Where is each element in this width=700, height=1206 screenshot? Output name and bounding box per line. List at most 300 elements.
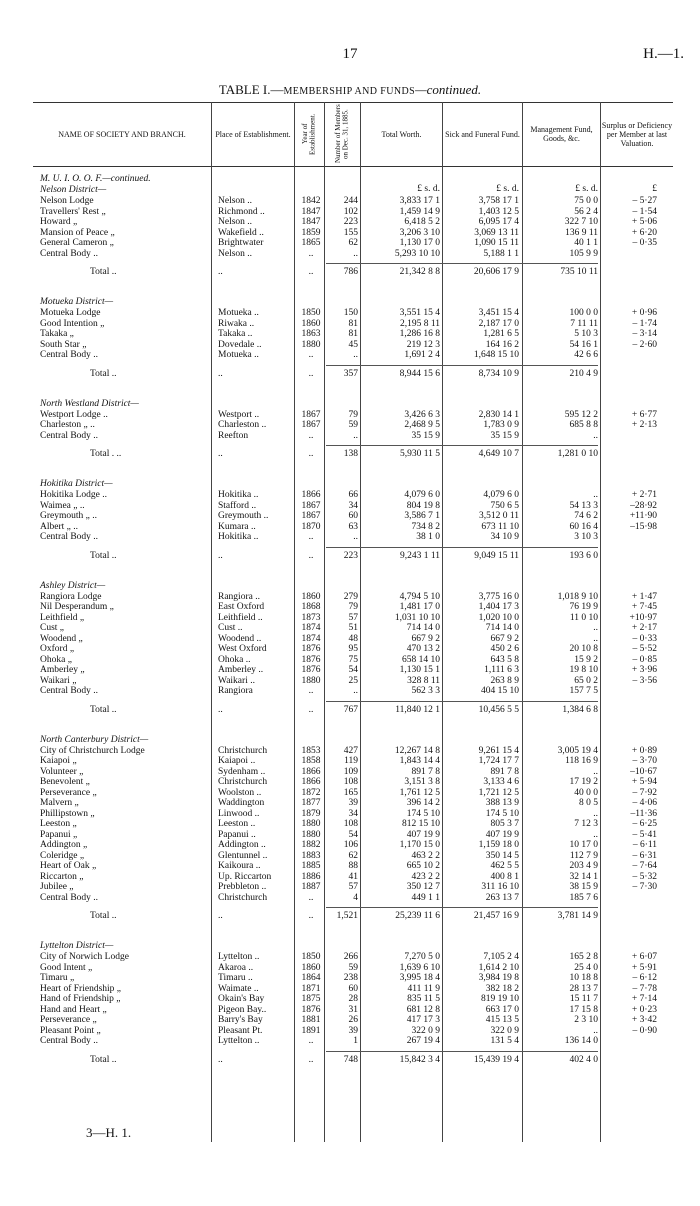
- cell-n: Malvern „: [40, 798, 79, 808]
- cell-y: ..: [308, 1036, 314, 1046]
- total-row: [0, 1055, 700, 1066]
- cell-w: 1,459 14 9: [399, 206, 440, 217]
- cell-p: Westport ..: [218, 409, 260, 420]
- cell-m: 108: [343, 819, 358, 829]
- cell-n: Coleridge „: [40, 850, 85, 861]
- cell-p: Waimate ..: [218, 983, 259, 994]
- cell-y: ..: [308, 1054, 314, 1065]
- header-place: Place of Establishment.: [215, 129, 291, 139]
- cell-s: 3,133 4 6: [483, 777, 519, 787]
- cell-n: Greymouth „ ..: [40, 511, 97, 521]
- cell-p: Charleston ..: [218, 420, 267, 430]
- cell-n: Good Intention „: [40, 318, 105, 329]
- table-row: [0, 984, 700, 995]
- cell-u: – 3·70: [632, 756, 657, 766]
- cell-w: 449 1 1: [411, 892, 440, 903]
- table-row: [0, 973, 700, 984]
- cell-g: 10 18 8: [569, 973, 598, 983]
- cell-u: – 7·64: [632, 861, 657, 871]
- cell-y: 1880: [301, 675, 321, 686]
- cell-m: 54: [348, 829, 358, 840]
- cell-w: 1,170 15 0: [399, 840, 440, 850]
- cell-s: 3,758 17 1: [478, 196, 519, 206]
- cell-y: 1864: [301, 973, 321, 983]
- cell-y: 1866: [301, 777, 321, 787]
- cell-n: Phillipstown „: [40, 808, 95, 819]
- cell-u: – 0·33: [632, 633, 657, 644]
- cell-n: Hokitika Lodge ..: [40, 490, 108, 500]
- cell-g: 15 11 7: [569, 994, 598, 1004]
- cell-g: 20 10 8: [569, 644, 598, 654]
- cell-u: + 0·89: [631, 745, 657, 756]
- table-row: [0, 410, 700, 421]
- cell-w: 658 14 10: [402, 654, 440, 665]
- cell-m: 748: [343, 1054, 358, 1065]
- cell-n: General Cameron „: [40, 238, 114, 248]
- cell-p: Kaiapoi ..: [218, 756, 256, 766]
- header-name: NAME OF SOCIETY AND BRANCH.: [58, 129, 186, 139]
- cell-n: Central Body ..: [40, 892, 99, 903]
- cell-y: 1874: [301, 633, 321, 644]
- cell-p: ..: [218, 911, 223, 921]
- cell-y: ..: [308, 911, 314, 921]
- cell-m: 108: [343, 777, 358, 787]
- cell-m: 88: [348, 861, 358, 871]
- cell-g: 17 15 8: [569, 1004, 598, 1015]
- cell-s: 462 5 5: [490, 861, 519, 871]
- cell-y: ..: [308, 267, 314, 277]
- cell-u: + 7·45: [631, 602, 657, 612]
- cell-w: 1,286 16 8: [399, 329, 440, 339]
- table-row: [0, 746, 700, 757]
- cell-s: 805 3 7: [490, 819, 519, 829]
- cell-s: 1,721 12 5: [478, 787, 519, 798]
- cell-y: 1850: [301, 952, 321, 962]
- cell-m: 60: [348, 983, 358, 994]
- cell-p: Stafford ..: [218, 500, 257, 511]
- cell-y: 1868: [301, 602, 321, 612]
- table-row: [0, 893, 700, 904]
- cell-u: + 5·91: [631, 962, 657, 973]
- cell-g: 60 16 4: [569, 521, 598, 532]
- cell-u: +10·97: [629, 612, 657, 623]
- cell-y: 1875: [301, 994, 321, 1004]
- cell-w: 15,842 3 4: [399, 1054, 440, 1065]
- cell-p: Motueka ..: [218, 308, 259, 318]
- cell-g: ..: [593, 633, 598, 644]
- cell-u: + 3·42: [631, 1015, 657, 1025]
- cell-u: –11·36: [630, 808, 657, 819]
- cell-m: 62: [348, 238, 358, 248]
- cell-s: 1,090 15 11: [474, 238, 519, 248]
- cell-m: 66: [348, 490, 358, 500]
- cell-n: Oxford „: [40, 644, 75, 654]
- header-sick-fund: Sick and Funeral Fund.: [445, 129, 520, 139]
- cell-y: 1886: [301, 871, 321, 882]
- cell-s: 1,614 2 10: [478, 962, 519, 973]
- cell-y: 1880: [301, 819, 321, 829]
- cell-n: City of Christchurch Lodge: [40, 745, 145, 756]
- cell-g: 7 12 3: [574, 819, 598, 829]
- cell-m: 59: [348, 962, 358, 973]
- cell-g: 54 16 1: [569, 339, 598, 350]
- cell-n: Waimea „ ..: [40, 500, 85, 511]
- cell-w: 267 19 4: [406, 1036, 440, 1046]
- total-row: [0, 369, 700, 380]
- cell-s: 35 15 9: [490, 430, 519, 441]
- district-name: Lyttelton District—: [40, 941, 114, 951]
- cell-m: ..: [353, 430, 358, 441]
- cell-p: ..: [218, 267, 223, 277]
- cell-m: 357: [343, 368, 358, 379]
- cell-p: Linwood ..: [218, 808, 260, 819]
- cell-w: 1,639 6 10: [399, 962, 440, 973]
- cell-m: 26: [348, 1015, 358, 1025]
- cell-g: 40 0 0: [574, 787, 598, 798]
- cell-m: 34: [348, 808, 358, 819]
- cell-s: 311 16 10: [481, 882, 519, 892]
- cell-m: ..: [353, 532, 358, 542]
- cell-n: Kaiapoi „: [40, 756, 77, 766]
- cell-w: 3,151 3 8: [404, 777, 440, 787]
- district-name: North Canterbury District—: [40, 734, 149, 745]
- cell-p: Christchurch: [218, 745, 268, 756]
- cell-m: 165: [343, 787, 358, 798]
- table-row: [0, 851, 700, 862]
- title-tail: —continued.: [415, 82, 482, 97]
- cell-p: Christchurch: [218, 892, 268, 903]
- cell-w: 1,691 2 4: [404, 350, 440, 360]
- cell-w: 1,130 15 1: [399, 665, 440, 675]
- district-name: Motueka District—: [40, 297, 114, 307]
- cell-y: 1887: [301, 882, 321, 892]
- cell-n: Rangiora Lodge: [40, 591, 102, 602]
- cell-m: 223: [343, 217, 358, 227]
- society-heading: [0, 174, 700, 185]
- cell-s: 382 18 2: [485, 983, 519, 994]
- cell-p: Takaka ..: [218, 329, 253, 339]
- cell-n: Central Body ..: [40, 532, 99, 542]
- cell-n: Central Body ..: [40, 248, 99, 259]
- cell-n: Leeston „: [40, 819, 77, 829]
- cell-n: Volunteer „: [40, 766, 84, 777]
- cell-p: Lyttelton ..: [218, 952, 260, 962]
- cell-p: ..: [218, 550, 223, 561]
- cell-y: 1853: [301, 745, 321, 756]
- cell-m: 223: [343, 550, 358, 561]
- cell-w: 3,833 17 1: [399, 196, 440, 206]
- cell-y: 1870: [301, 521, 321, 532]
- cell-n: Nil Desperandum „: [40, 602, 114, 612]
- cell-y: ..: [308, 449, 314, 459]
- total-row: [0, 551, 700, 562]
- cell-g: 136 9 11: [565, 227, 598, 238]
- cell-s: 20,606 17 9: [473, 267, 519, 277]
- cell-p: Woodend ..: [218, 633, 262, 644]
- cell-m: 28: [348, 994, 358, 1004]
- cell-n: Westport Lodge ..: [40, 409, 108, 420]
- cell-p: Greymouth ..: [218, 511, 269, 521]
- cell-g: 28 13 7: [569, 983, 598, 994]
- cell-s: 1,724 17 7: [478, 756, 519, 766]
- cell-s: 164 16 2: [485, 339, 519, 350]
- cell-w: 2,195 8 11: [399, 318, 440, 329]
- cell-y: 1871: [301, 983, 321, 994]
- cell-g: 42 6 6: [574, 350, 598, 360]
- cell-g: 112 7 9: [569, 850, 598, 861]
- cell-w: 12,267 14 8: [394, 745, 440, 756]
- district-name: M. U. I. O. O. F.—continued.: [40, 174, 151, 184]
- cell-y: ..: [308, 350, 314, 360]
- cell-p: Prebbleton ..: [218, 882, 267, 892]
- table-row: [0, 532, 700, 543]
- cell-m: 54: [348, 665, 358, 675]
- cell-n: Central Body ..: [40, 430, 99, 441]
- cell-n: Jubilee „: [40, 882, 74, 892]
- cell-s: 1,281 6 5: [483, 329, 519, 339]
- cell-y: 1880: [301, 829, 321, 840]
- cell-w: 25,239 11 6: [395, 911, 440, 921]
- rule-header: [33, 166, 673, 167]
- cell-g: 19 8 10: [569, 665, 598, 675]
- cell-n: Heart of Oak „: [40, 861, 97, 871]
- cell-m: 1,521: [336, 911, 358, 921]
- cell-s: 819 19 10: [481, 994, 519, 1004]
- cell-n: Charleston „ ..: [40, 420, 95, 430]
- cell-p: Dovedale ..: [218, 339, 262, 350]
- cell-g: 8 0 5: [579, 798, 598, 808]
- cell-m: 25: [348, 675, 358, 686]
- rule-top: [33, 102, 673, 103]
- cell-w: 2,468 9 5: [404, 420, 440, 430]
- cell-p: Glentunnel ..: [218, 850, 268, 861]
- table-row: [0, 882, 700, 893]
- table-row: [0, 228, 700, 239]
- cell-y: 1863: [301, 329, 321, 339]
- cell-p: ..: [218, 368, 223, 379]
- cell-p: Kumara ..: [218, 521, 256, 532]
- cell-s: 673 11 10: [481, 521, 519, 532]
- cell-y: 1877: [301, 798, 321, 808]
- cell-m: 60: [348, 511, 358, 521]
- cell-g: 105 9 9: [569, 248, 598, 259]
- cell-p: Rangiora ..: [218, 591, 260, 602]
- total-rule: [326, 701, 598, 702]
- cell-w: 219 12 3: [406, 339, 440, 350]
- cell-s: 2,187 17 0: [478, 318, 519, 329]
- table-row: [0, 196, 700, 207]
- cell-w: 4,079 6 0: [404, 490, 440, 500]
- cell-m: 59: [348, 420, 358, 430]
- cell-m: 39: [348, 798, 358, 808]
- cell-y: 1847: [301, 206, 321, 217]
- cell-m: 81: [348, 318, 358, 329]
- table-row: [0, 340, 700, 351]
- cell-n: Leithfield „: [40, 612, 85, 623]
- cell-g: 203 4 9: [569, 861, 598, 871]
- cell-m: 39: [348, 1025, 358, 1036]
- cell-s: 21,457 16 9: [473, 911, 519, 921]
- cell-n: Addington „: [40, 840, 88, 850]
- total-row: [0, 705, 700, 716]
- cell-w: 3,426 6 3: [404, 409, 440, 420]
- cell-s: 350 14 5: [485, 850, 519, 861]
- cell-s: 1,404 17 3: [478, 602, 519, 612]
- cell-g: 210 4 9: [569, 368, 598, 379]
- cell-p: Hokitika ..: [218, 532, 259, 542]
- cell-w: 411 11 9: [407, 983, 440, 994]
- cell-n: South Star „: [40, 339, 87, 350]
- cell-n: Total ..: [90, 550, 117, 561]
- cell-y: ..: [308, 686, 314, 696]
- cell-s: 388 13 9: [485, 798, 519, 808]
- cell-m: 75: [348, 654, 358, 665]
- cell-p: Motueka ..: [218, 350, 259, 360]
- cell-u: – 1·74: [632, 318, 657, 329]
- total-row: [0, 911, 700, 922]
- unit-surplus: £: [652, 184, 657, 194]
- cell-n: Central Body ..: [40, 1036, 99, 1046]
- cell-p: Reefton: [218, 430, 249, 441]
- cell-u: –10·67: [630, 766, 657, 777]
- table-title: [0, 82, 700, 98]
- cell-g: 1,281 0 10: [557, 449, 598, 459]
- cell-p: Rangiora: [218, 686, 253, 696]
- cell-n: Amberley „: [40, 665, 85, 675]
- cell-g: 595 12 2: [564, 409, 598, 420]
- cell-m: 427: [343, 745, 358, 756]
- cell-w: 423 2 2: [411, 871, 440, 882]
- table-row: [0, 777, 700, 788]
- cell-w: 681 12 8: [406, 1004, 440, 1015]
- cell-g: 5 10 3: [574, 329, 598, 339]
- cell-m: 79: [348, 602, 358, 612]
- cell-m: 106: [343, 840, 358, 850]
- cell-w: 667 9 2: [411, 633, 440, 644]
- cell-w: 417 17 3: [406, 1015, 440, 1025]
- cell-n: Total . ..: [90, 449, 122, 459]
- cell-y: ..: [308, 248, 314, 259]
- cell-n: Heart of Friendship „: [40, 983, 121, 994]
- district-heading: [0, 399, 700, 410]
- cell-u: + 5·94: [631, 777, 657, 787]
- cell-y: 1876: [301, 665, 321, 675]
- cell-p: Barry's Bay: [218, 1015, 263, 1025]
- cell-w: 9,243 1 11: [399, 550, 440, 561]
- table-row: [0, 490, 700, 501]
- table-row: [0, 952, 700, 963]
- cell-m: 109: [343, 766, 358, 777]
- cell-w: 11,840 12 1: [395, 704, 440, 715]
- cell-s: 400 8 1: [490, 871, 519, 882]
- cell-g: 735 10 11: [560, 267, 598, 277]
- table-row: [0, 511, 700, 522]
- cell-m: 41: [348, 871, 358, 882]
- table-row: [0, 249, 700, 260]
- cell-y: 1874: [301, 623, 321, 633]
- cell-u: + 3·96: [631, 665, 657, 675]
- cell-w: 21,342 8 8: [399, 267, 440, 277]
- cell-p: Pleasant Pt.: [218, 1025, 263, 1036]
- cell-g: ..: [593, 1025, 598, 1036]
- cell-g: 40 1 1: [574, 238, 598, 248]
- cell-g: 65 0 2: [574, 675, 598, 686]
- cell-u: – 6·11: [632, 840, 657, 850]
- cell-m: 138: [343, 449, 358, 459]
- cell-p: Cust ..: [218, 623, 243, 633]
- table-row: [0, 319, 700, 330]
- table-row: [0, 217, 700, 228]
- table-row: [0, 420, 700, 431]
- cell-g: 118 16 9: [565, 756, 598, 766]
- district-heading: [0, 941, 700, 952]
- cell-w: 1,481 17 0: [399, 602, 440, 612]
- cell-g: 38 15 9: [569, 882, 598, 892]
- cell-u: – 7·30: [632, 882, 657, 892]
- cell-m: 57: [348, 612, 358, 623]
- cell-u: + 2·71: [631, 490, 657, 500]
- cell-u: – 7·78: [632, 983, 657, 994]
- cell-p: ..: [218, 1054, 223, 1065]
- cell-w: 1,761 12 5: [399, 787, 440, 798]
- cell-u: – 1·54: [632, 206, 657, 217]
- total-row: [0, 267, 700, 278]
- unit-total: £ s. d.: [417, 184, 440, 194]
- cell-p: Wakefield ..: [218, 227, 264, 238]
- cell-n: Cust „: [40, 623, 65, 633]
- cell-g: 322 7 10: [564, 217, 598, 227]
- cell-m: 95: [348, 644, 358, 654]
- cell-u: – 6·31: [632, 850, 657, 861]
- cell-g: 15 9 2: [574, 654, 598, 665]
- cell-p: Akaroa ..: [218, 962, 254, 973]
- cell-w: 835 11 5: [407, 994, 440, 1004]
- total-rule: [326, 445, 598, 446]
- cell-u: – 5·41: [632, 829, 657, 840]
- cell-g: ..: [593, 490, 598, 500]
- table-row: [0, 1026, 700, 1037]
- cell-m: 45: [348, 339, 358, 350]
- cell-s: 174 5 10: [485, 808, 519, 819]
- header-year: Year of Establishment.: [301, 113, 317, 155]
- cell-p: ..: [218, 704, 223, 715]
- cell-s: 3,069 13 11: [474, 227, 519, 238]
- table-row: [0, 840, 700, 851]
- cell-p: Lyttelton ..: [218, 1036, 260, 1046]
- cell-n: Albert „ ..: [40, 521, 78, 532]
- cell-s: 663 17 0: [485, 1004, 519, 1015]
- cell-y: 1881: [301, 1015, 321, 1025]
- cell-w: 3,586 7 1: [404, 511, 440, 521]
- cell-p: Papanui ..: [218, 829, 256, 840]
- cell-w: 804 19 8: [406, 500, 440, 511]
- cell-p: Richmond ..: [218, 206, 265, 217]
- cell-s: 9,261 15 4: [478, 745, 519, 756]
- table-row: [0, 623, 700, 634]
- cell-m: 244: [343, 196, 358, 206]
- cell-n: Total ..: [90, 1054, 117, 1065]
- cell-s: 4,649 10 7: [478, 449, 519, 459]
- cell-y: 1866: [301, 766, 321, 777]
- district-heading: [0, 185, 700, 196]
- cell-n: Waikari „: [40, 675, 77, 686]
- cell-u: + 6·20: [631, 227, 657, 238]
- cell-n: Takaka „: [40, 329, 74, 339]
- cell-s: 1,111 6 3: [484, 665, 519, 675]
- cell-m: 62: [348, 850, 358, 861]
- cell-g: 7 11 11: [570, 318, 598, 329]
- cell-s: 1,783 0 9: [483, 420, 519, 430]
